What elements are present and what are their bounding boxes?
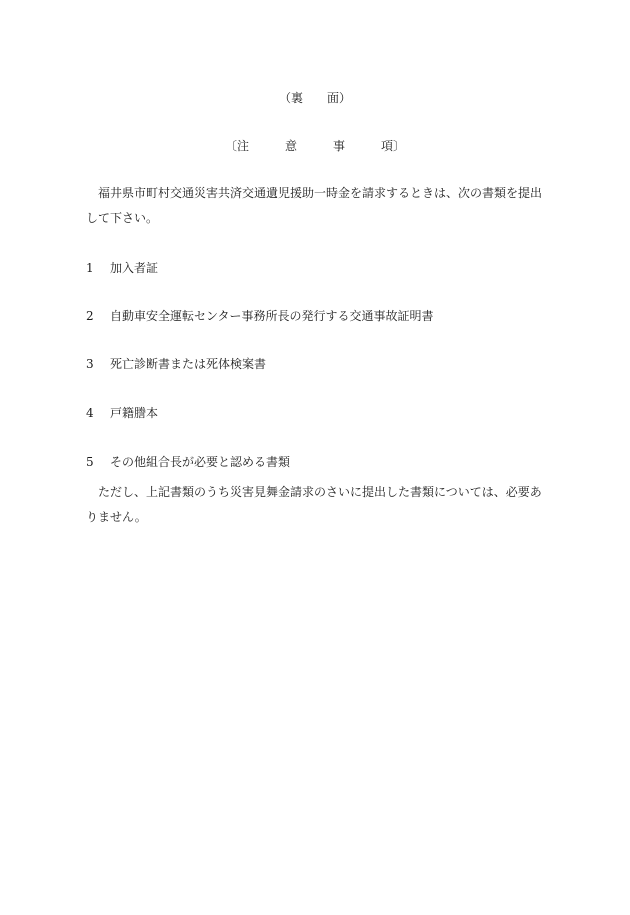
list-item: [86, 404, 550, 422]
list-item-text: 死亡診断書または死体検案書: [110, 357, 267, 371]
list-item-number: 4: [86, 406, 94, 420]
notes-heading: 〔注 意 事 項〕: [224, 139, 405, 153]
list-item: [86, 355, 550, 373]
list-item-text: 戸籍謄本: [110, 406, 159, 420]
list-item-text: 自動車安全運転センター事務所長の発行する交通事故証明書: [110, 309, 434, 323]
list-item-text: その他組合長が必要と認める書類: [110, 455, 291, 469]
page-side-label: （裏 面）: [278, 91, 351, 105]
list-item-text: 加入者証: [110, 261, 159, 275]
note-paragraph: ただし、上記書類のうち災害見舞金請求のさいに提出した書類については、必要ありません。: [86, 485, 542, 524]
list-item-number: 1: [86, 261, 94, 275]
list-item: [86, 259, 550, 277]
list-item-number: 2: [86, 309, 94, 323]
list-item-number: 5: [86, 455, 94, 469]
list-item: [86, 307, 550, 325]
intro-paragraph: 福井県市町村交通災害共済交通遺児援助一時金を請求するときは、次の書類を提出して下さい。: [86, 186, 543, 225]
list-item-number: 3: [86, 357, 94, 371]
list-item: [86, 453, 550, 471]
